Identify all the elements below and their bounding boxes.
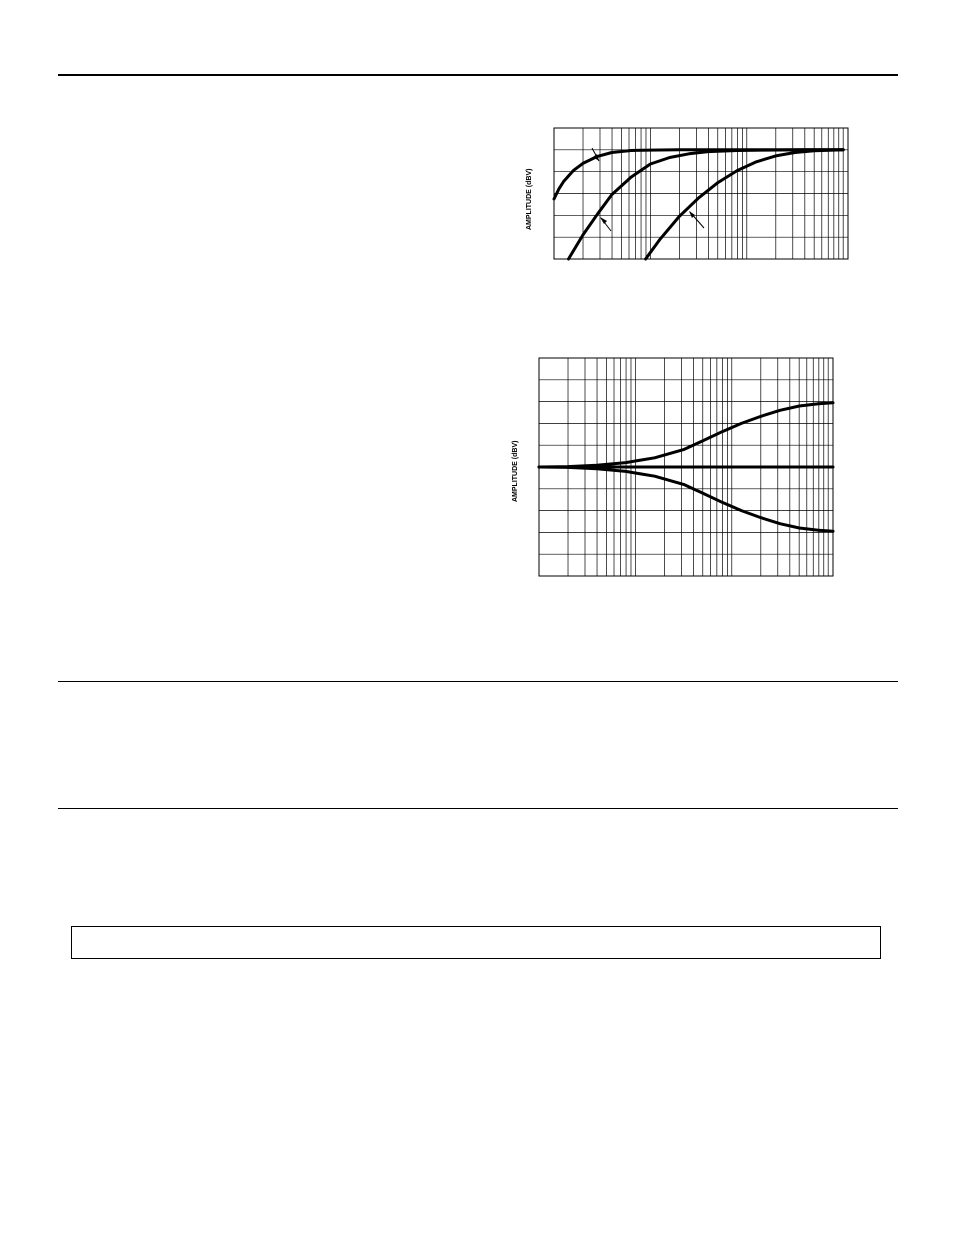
annotation-arrows [592, 148, 704, 231]
header-rule [58, 74, 898, 76]
y-axis-label: AMPLITUDE (dBV) [512, 440, 519, 502]
series-line-2 [569, 150, 844, 259]
series-group [554, 150, 843, 259]
arrowhead [600, 217, 607, 224]
series-line-1 [539, 403, 833, 467]
section-rule [58, 808, 898, 809]
tone-control-response-chart [505, 350, 845, 582]
y-axis-label: AMPLITUDE (dBV) [526, 168, 533, 230]
series-group [539, 403, 833, 532]
bass-cut-response-chart [520, 120, 860, 270]
section-rule [58, 681, 898, 682]
series-line-3 [539, 467, 833, 531]
footer-note-box [71, 926, 881, 959]
chart-grid [554, 128, 848, 259]
series-line-3 [646, 150, 844, 259]
